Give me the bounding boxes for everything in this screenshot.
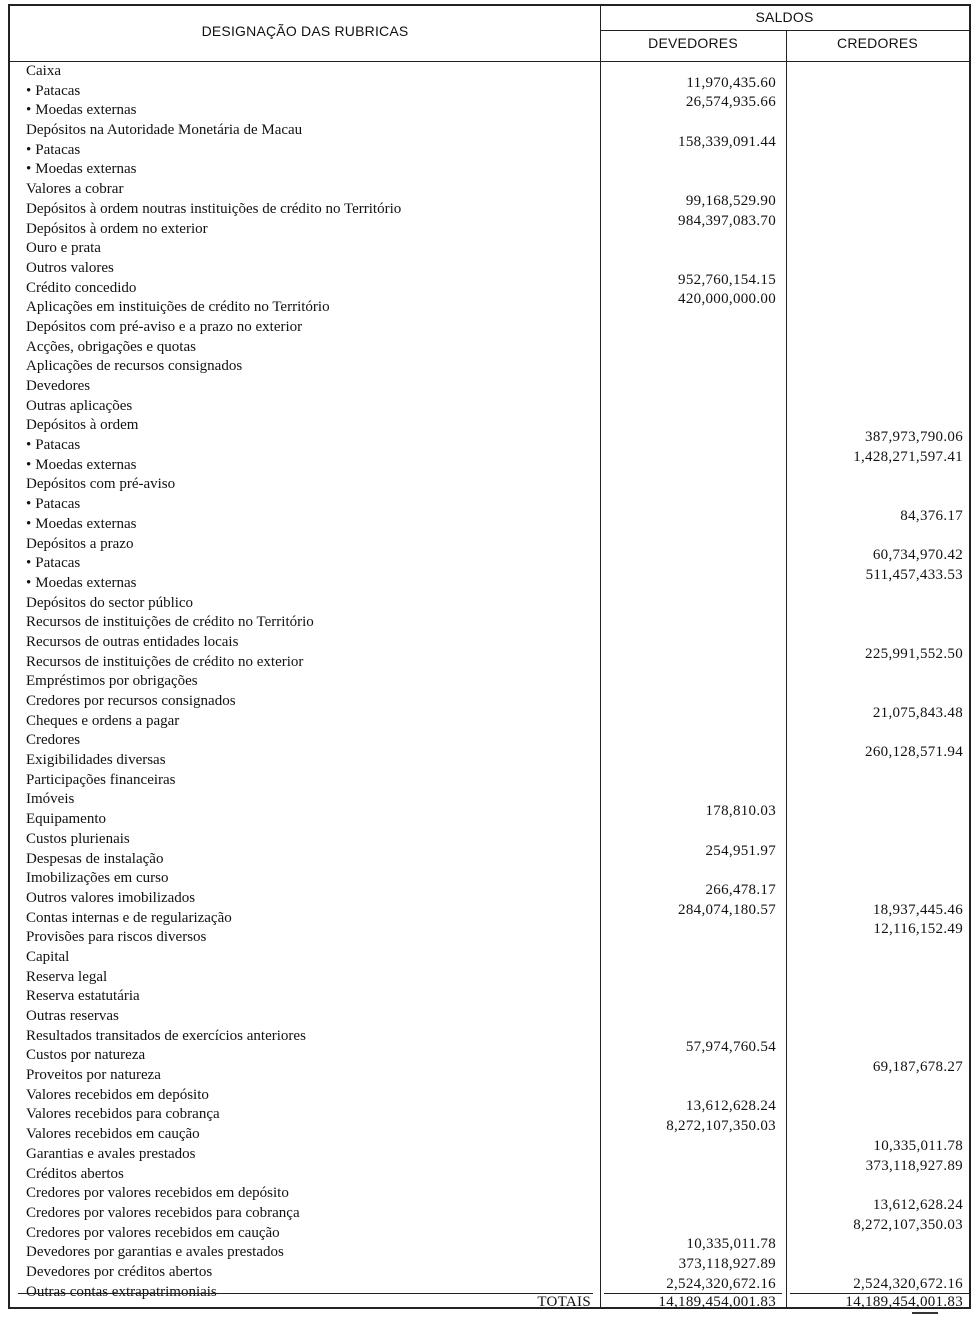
table-row — [10, 192, 969, 220]
table-row — [10, 535, 969, 555]
row-label: Outros valores — [26, 259, 114, 276]
row-label: Caixa — [26, 63, 61, 79]
row-devedores-value: 178,810.03 — [705, 803, 776, 820]
row-label: Depósitos na Autoridade Monetária de Macau — [26, 122, 303, 139]
row-label: • Moedas externas — [26, 102, 137, 119]
table-row — [10, 613, 969, 633]
table-row — [10, 803, 969, 830]
table-row — [10, 1216, 969, 1244]
table-row — [10, 1184, 969, 1204]
row-label: Provisões para riscos diversos — [26, 929, 207, 946]
row-devedores-value: 11,970,435.60 — [686, 74, 776, 91]
row-label: Imobilizações em curso — [26, 870, 169, 887]
table-row — [10, 338, 969, 358]
table-row — [10, 318, 969, 338]
row-label: • Patacas — [26, 437, 81, 454]
balance-table — [8, 4, 971, 1309]
row-credores-value: 225,991,552.50 — [865, 645, 963, 662]
bullet-icon: • — [26, 515, 32, 532]
row-credores-value: 84,376.17 — [900, 507, 963, 524]
table-row — [10, 448, 969, 476]
row-label: Depósitos com pré-aviso e a prazo no exterior — [26, 318, 303, 335]
table-body — [10, 62, 969, 1302]
row-label: Devedores — [26, 378, 91, 394]
row-label: Capital — [26, 948, 70, 965]
row-credores-value: 10,335,011.78 — [873, 1137, 963, 1154]
table-row — [10, 94, 969, 121]
table-row — [10, 1236, 969, 1263]
row-label: Valores a cobrar — [26, 181, 124, 198]
row-label: Reserva legal — [26, 968, 108, 985]
table-row — [10, 790, 969, 810]
table-row — [10, 1059, 969, 1086]
header-credores: CREDORES — [837, 35, 918, 51]
table-row — [10, 987, 969, 1007]
row-label: Credores — [26, 732, 81, 749]
table-row — [10, 830, 969, 850]
row-label: • Patacas — [26, 496, 81, 513]
row-devedores-value: 254,951.97 — [705, 842, 776, 859]
row-label: Outras contas extrapatrimoniais — [26, 1283, 217, 1300]
row-label: Ouro e prata — [26, 240, 101, 257]
row-credores-value: 1,428,271,597.41 — [853, 448, 963, 465]
row-devedores-value: 8,272,107,350.03 — [666, 1118, 776, 1135]
row-credores-value: 511,457,433.53 — [865, 566, 963, 583]
row-label: Credores por valores recebidos para cobrança — [26, 1204, 300, 1221]
table-row — [10, 633, 969, 653]
row-label: Imóveis — [26, 791, 75, 808]
row-credores-value: 260,128,571.94 — [865, 744, 963, 761]
table-row — [10, 731, 969, 751]
table-row — [10, 1027, 969, 1047]
row-credores-value: 387,973,790.06 — [865, 429, 963, 446]
row-devedores-value: 158,339,091.44 — [678, 133, 776, 150]
row-label: Outras aplicações — [26, 397, 133, 414]
row-label: • Moedas externas — [26, 515, 137, 532]
row-label: Valores recebidos em caução — [26, 1126, 200, 1143]
row-label: Depósitos à ordem no exterior — [26, 220, 208, 237]
table-row — [10, 259, 969, 279]
header-devedores: DEVEDORES — [648, 35, 738, 51]
row-devedores-value: 57,974,760.54 — [685, 1039, 776, 1056]
table-row — [10, 397, 969, 417]
row-label: Créditos abertos — [26, 1165, 124, 1182]
table-row — [10, 160, 969, 180]
table-row — [10, 1255, 969, 1283]
table-row — [10, 1086, 969, 1106]
bullet-icon: • — [26, 456, 32, 473]
row-label: Recursos de instituições de crédito no Território — [26, 614, 314, 631]
row-devedores-value: 284,074,180.57 — [678, 901, 776, 918]
table-row — [10, 968, 969, 988]
row-label: Participações financeiras — [26, 771, 176, 788]
row-label: Credores por valores recebidos em caução — [26, 1224, 280, 1241]
row-label: Depósitos do sector público — [26, 594, 194, 611]
table-row — [10, 1157, 969, 1185]
row-label: Outras reservas — [26, 1008, 119, 1024]
table-row — [10, 416, 969, 436]
row-label: Depósitos com pré-aviso — [26, 476, 176, 493]
row-label: Crédito concedido — [26, 279, 137, 296]
row-credores-value: 69,187,678.27 — [872, 1059, 963, 1076]
table-row — [10, 672, 969, 692]
header-saldos: SALDOS — [755, 9, 814, 25]
row-label: Devedores por créditos abertos — [26, 1263, 213, 1280]
row-label: • Moedas externas — [26, 161, 137, 178]
row-label: Valores recebidos em depósito — [26, 1086, 209, 1103]
bullet-icon: • — [26, 161, 32, 178]
row-devedores-value: 26,574,935.66 — [685, 94, 776, 111]
table-row — [10, 842, 969, 870]
row-label: Custos por natureza — [26, 1047, 146, 1064]
row-label: Credores por recursos consignados — [26, 693, 236, 709]
row-label: Despesas de instalação — [26, 850, 164, 867]
row-label: Depósitos à ordem — [26, 417, 139, 434]
bullet-icon: • — [26, 555, 32, 572]
row-label: Contas internas e de regularização — [26, 909, 232, 926]
page-corner-mark — [912, 1312, 938, 1314]
table-row — [10, 180, 969, 200]
row-devedores-value: 952,760,154.15 — [678, 271, 776, 288]
table-row — [10, 291, 969, 318]
row-devedores-value: 984,397,083.70 — [678, 212, 776, 229]
row-credores-value: 2,524,320,672.16 — [853, 1275, 963, 1292]
bullet-icon: • — [26, 102, 32, 119]
bullet-icon: • — [26, 574, 32, 591]
row-devedores-value: 13,612,628.24 — [685, 1098, 776, 1115]
table-row — [10, 594, 969, 614]
table-row — [10, 239, 969, 259]
row-label: Recursos de instituições de crédito no exterior — [26, 653, 304, 670]
table-row — [10, 771, 969, 791]
table-row — [10, 547, 969, 574]
table-row — [10, 901, 969, 929]
table-row — [10, 1007, 969, 1027]
row-label: • Patacas — [26, 141, 81, 158]
row-label: Custos plurienais — [26, 830, 130, 847]
table-row — [10, 1118, 969, 1145]
row-label: Devedores por garantias e avales prestados — [26, 1244, 284, 1261]
table-row — [10, 377, 969, 397]
row-label: Equipamento — [26, 811, 106, 828]
row-label: Aplicações em instituições de crédito no Território — [26, 299, 330, 316]
row-label: Resultados transitados de exercícios anteriores — [26, 1027, 306, 1044]
row-credores-value: 60,734,970.42 — [872, 547, 963, 564]
row-devedores-value: 420,000,000.00 — [678, 291, 776, 308]
row-credores-value: 12,116,152.49 — [873, 921, 963, 938]
row-label: Recursos de outras entidades locais — [26, 633, 239, 650]
row-label: Proveitos por natureza — [26, 1067, 161, 1084]
row-label: Outros valores imobilizados — [26, 889, 196, 906]
table-row — [10, 704, 969, 732]
row-label: Aplicações de recursos consignados — [26, 358, 243, 375]
table-row — [10, 881, 969, 909]
saldos-header-rule — [600, 30, 969, 31]
row-label: • Moedas externas — [26, 456, 137, 473]
row-label: Empréstimos por obrigações — [26, 673, 198, 690]
row-label: Exigibilidades diversas — [26, 752, 166, 769]
table-row — [10, 62, 969, 82]
table-row — [10, 1196, 969, 1224]
row-label: • Moedas externas — [26, 574, 137, 591]
bullet-icon: • — [26, 141, 32, 158]
row-devedores-value: 266,478.17 — [705, 881, 776, 898]
table-row — [10, 566, 969, 594]
row-credores-value: 13,612,628.24 — [872, 1196, 963, 1213]
table-row — [10, 948, 969, 968]
row-devedores-value: 373,118,927.89 — [678, 1255, 776, 1272]
table-row — [10, 475, 969, 495]
bullet-icon: • — [26, 82, 32, 99]
bullet-icon: • — [26, 496, 32, 513]
totals-row — [10, 1294, 969, 1310]
row-label: Acções, obrigações e quotas — [26, 338, 196, 355]
header-designation: DESIGNAÇÃO DAS RUBRICAS — [201, 23, 409, 39]
table-row — [10, 645, 969, 673]
table-row — [10, 271, 969, 299]
row-label: Depósitos à ordem noutras instituições de crédito no Território — [26, 200, 402, 217]
row-credores-value: 8,272,107,350.03 — [853, 1216, 963, 1233]
table-row — [10, 212, 969, 240]
table-row — [10, 921, 969, 948]
row-label: Cheques e ordens a pagar — [26, 712, 180, 729]
table-row — [10, 357, 969, 377]
table-row — [10, 507, 969, 535]
row-label: Reserva estatutária — [26, 988, 140, 1005]
row-devedores-value: 99,168,529.90 — [685, 192, 776, 209]
row-credores-value: 373,118,927.89 — [865, 1157, 963, 1174]
row-label: Credores por valores recebidos em depósito — [26, 1185, 289, 1202]
table-row — [10, 1098, 969, 1125]
bullet-icon: • — [26, 437, 32, 454]
row-label: • Patacas — [26, 82, 81, 99]
row-credores-value: 21,075,843.48 — [872, 704, 963, 721]
row-devedores-value: 2,524,320,672.16 — [666, 1275, 776, 1292]
row-devedores-value: 10,335,011.78 — [686, 1236, 776, 1253]
table-row — [10, 744, 969, 771]
table-row — [10, 869, 969, 889]
table-row — [10, 1137, 969, 1165]
totals-label: TOTAIS — [537, 1294, 591, 1310]
totals-devedores: 14,189,454,001.83 — [658, 1294, 776, 1310]
table-row — [10, 429, 969, 456]
table-row — [10, 1039, 969, 1066]
totals-credores: 14,189,454,001.83 — [845, 1294, 963, 1310]
row-label: • Patacas — [26, 555, 81, 572]
row-label: Valores recebidos para cobrança — [26, 1106, 220, 1123]
table-row — [10, 692, 969, 712]
row-label: Depósitos a prazo — [26, 535, 134, 552]
row-credores-value: 18,937,445.46 — [872, 901, 963, 918]
table-row — [10, 121, 969, 141]
table-row — [10, 495, 969, 515]
table-row — [10, 133, 969, 161]
row-label: Garantias e avales prestados — [26, 1145, 196, 1162]
table-row — [10, 74, 969, 102]
